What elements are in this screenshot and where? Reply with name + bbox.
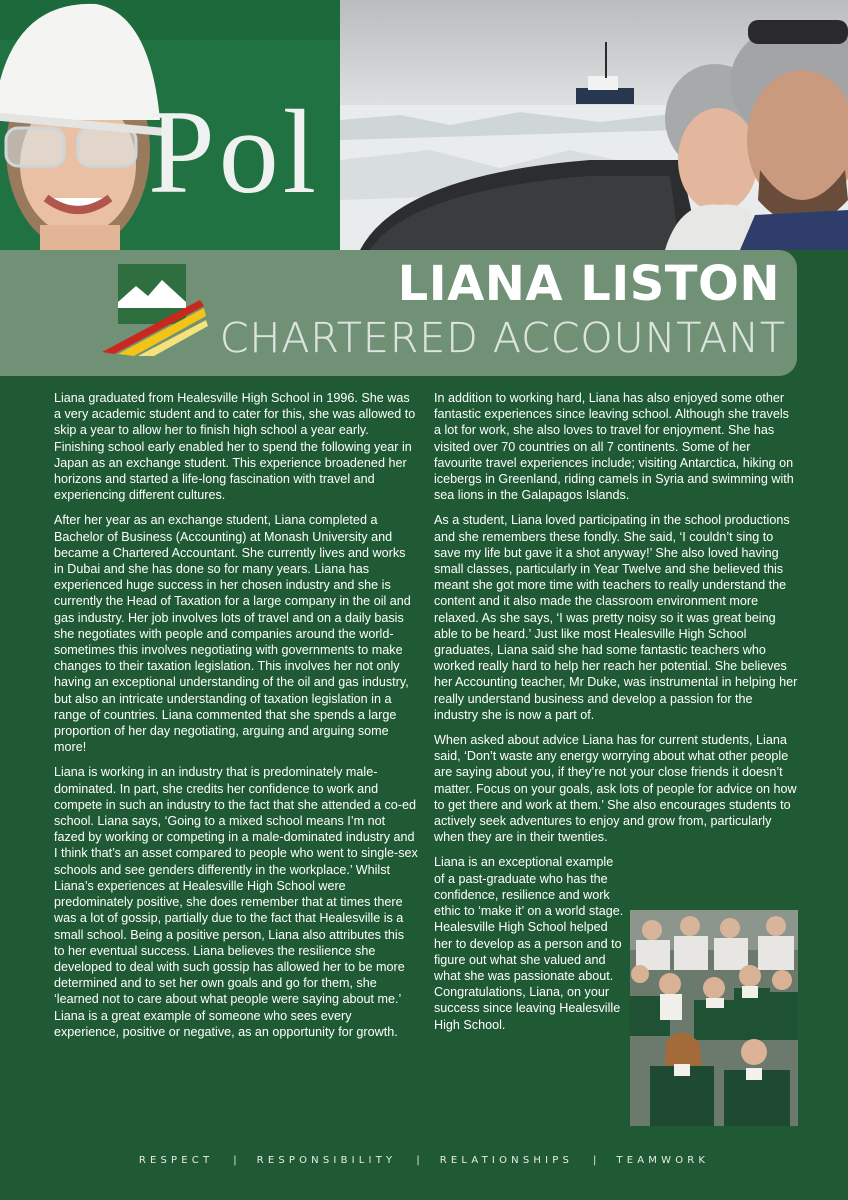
value-teamwork: TEAMWORK [616,1155,710,1166]
school-values-footer [0,1155,848,1166]
article-paragraph: When asked about advice Liana has for current students, Liana said, ‘Don’t waste any energy worrying about what other people are saying about you, if they’re not your close friends it doesn’t matter. Focus on your goals, ask lots of people for advice on how to get there and work at them.’ She also encourages students to actively seek adventures to enjoy and grow from, particularly when they are in their twenties. [434,733,797,845]
footer-separator: | [593,1155,597,1166]
value-respect: RESPECT [138,1155,214,1166]
article-paragraph: In addition to working hard, Liana has also enjoyed some other fantastic experiences since leaving school. Although she travels a lot for work, she also loves to travel for enjoyment. She has visited over 70 countries on all 7 continents. Some of her favourite travel experiences include; visiting Antarctica, hiking on icebergs in Greenland, riding camels in Syria and swimming with sea lions in the Galapagos Islands. [434,391,794,503]
article-paragraph: After her year as an exchange student, Liana completed a Bachelor of Business (Accounting) at Monash University and became a Chartered Accountant. She currently lives and works in Dubai and she has done so for many years. Liana has experienced huge success in her chosen industry and she is currently the Head of Taxation for a large company in the oil and gas industry. Her job involves lots of travel and on a daily basis she negotiates with people and companies around the world- sometimes this involves negotiating with governments to make changes to their taxation legislation. This involves her not only having an exceptional understanding of the oil and gas industry, but also an intricate understanding of taxation legislation in a range of countries. Liana commented that she spends a large proportion of her day negotiating, arguing and arguing some more! [54,513,411,755]
class-group-illustration [630,910,798,1126]
article-paragraph: Liana graduated from Healesville High School in 1996. She was a very academic student and to cater for this, she was allowed to skip a year to allow her to finish high school a year early. Finishing school early enabled her to spend the following year in Japan as an exchange student. This experience broadened her horizons and started a life-long fascination with travel and experiencing different cultures. [54,391,416,503]
article-paragraph: As a student, Liana loved participating in the school productions and she remembers these fondly. She said, ‘I couldn’t sing to save my life but gave it a shot anyway!’ She also loved having small classes, particularly in Year Twelve and she believed this meant she got more time with teachers to really understand the content and it also made the classroom environment more relaxed. As she says, ‘I was pretty noisy so it was great being able to be heard.’ Just like most Healesville High School graduates, Liana said she had some fantastic teachers who worked really hard to help her reach her potential. She believes her Accounting teacher, Mr Duke, was instrumental in helping her really understand business and develop a passion for the industry she is now a part of. [434,513,798,722]
article-paragraph: Liana is an exceptional example of a past-graduate who has the confidence, resilience and work ethic to ‘make it’ on a world stage. Healesville High School helped her to develop as a person and to figure out what she valued and what she was passionate about. Congratulations, Liana, on your success since leaving Healesville High School. [434,855,624,1032]
profile-name: LIANA LISTON [397,256,780,312]
article-column-left [54,390,418,1049]
antarctica-selfie-illustration [340,0,848,250]
profile-role: CHARTERED ACCOUNTANT [219,314,786,362]
value-responsibility: RESPONSIBILITY [256,1155,397,1166]
value-relationships: RELATIONSHIPS [439,1155,574,1166]
footer-separator: | [416,1155,420,1166]
class-group-photo [630,910,798,1126]
footer-separator: | [233,1155,237,1166]
article-paragraph: Liana is working in an industry that is predominately male-dominated. In part, she credits her confidence to work and compete in such an industry to the fact that she attended a co-ed school. Liana says, ‘Going to a mixed school means I’m not fazed by working or competing in a male-dominated industry and I think that’s an asset compared to people who went to single-sex schools and see genders differently in the workplace.’ Whilst Liana’s experiences at Healesville High School were predominately positive, she does remember that at times there was a lot of gossip, partially due to the fact that Healesville is a small school. Being a positive person, Liana also attributes this to her eventual success. Liana believes the resilience she developed to deal with such gossip has allowed her to be more determined and to set her own goals and go for them, she ‘learned not to care about what people were saying about me.’ Liana is a great example of someone who sees every experience, positive or negative, as an opportunity for growth. [54,765,418,1039]
photo-hard-hat-portrait [0,0,340,250]
school-logo-icon [100,262,210,358]
sign-lettering: Pol [148,85,321,218]
photo-antarctica-selfie [340,0,848,250]
